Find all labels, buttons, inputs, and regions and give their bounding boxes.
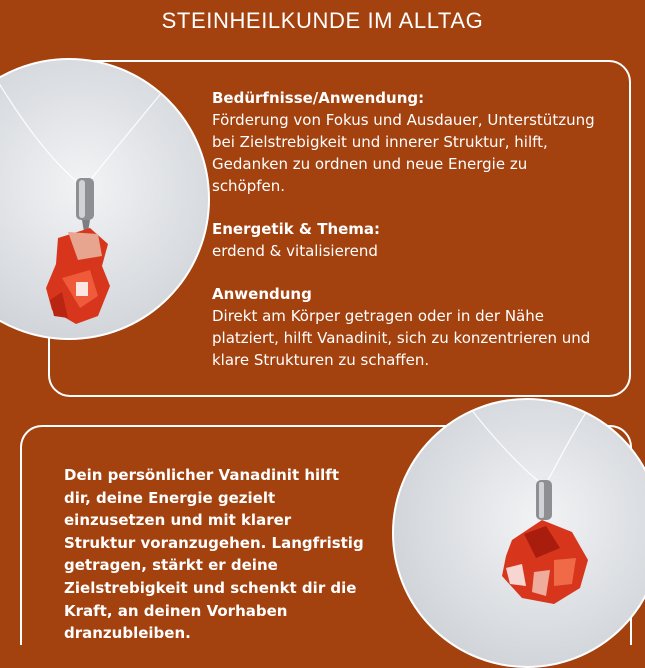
description-line: dir, deine Energie gezielt [64, 488, 276, 507]
energetics-line: erdend & vitalisierend [212, 242, 378, 260]
description-text [64, 464, 384, 645]
page-title: STEINHEILKUNDE IM ALLTAG [161, 8, 484, 33]
description-line: dranzubleiben. [64, 624, 191, 643]
vanadinite-pendant-image [0, 60, 210, 340]
info-section [212, 87, 632, 371]
usage-heading: Anwendung [212, 285, 312, 303]
description-line: Dein persönlicher Vanadinit hilft [64, 466, 339, 484]
description-line: einzusetzen und mit klarer [64, 511, 292, 530]
energetics-heading: Energetik & Thema: [212, 220, 381, 238]
needs-heading: Bedürfnisse/Anwendung: [212, 89, 425, 107]
pendant-photo-top [0, 58, 210, 340]
usage-line: platziert, hilft Vanadinit, sich zu konzentrieren und [212, 329, 591, 347]
needs-line: Gedanken zu ordnen und neue Energie zu [212, 155, 528, 173]
usage-line: Direkt am Körper getragen oder in der Nähe [212, 307, 544, 325]
needs-line: schöpfen. [212, 177, 286, 195]
usage-line: klare Strukturen zu schaffen. [212, 351, 430, 369]
vanadinite-pendant-closeup-image [394, 400, 645, 668]
description-line: getragen, stärkt er deine [64, 556, 278, 575]
pendant-photo-bottom [392, 398, 645, 668]
needs-line: bei Zielstrebigkeit und innerer Struktur, hilft, [212, 133, 548, 151]
description-line: Kraft, an deinen Vorhaben [64, 601, 288, 620]
description-line: Struktur voranzugehen. Langfristig [64, 533, 364, 552]
needs-line: Förderung von Fokus und Ausdauer, Unterstützung [212, 111, 595, 129]
description-line: Zielstrebigkeit und schenkt dir die [64, 578, 357, 597]
